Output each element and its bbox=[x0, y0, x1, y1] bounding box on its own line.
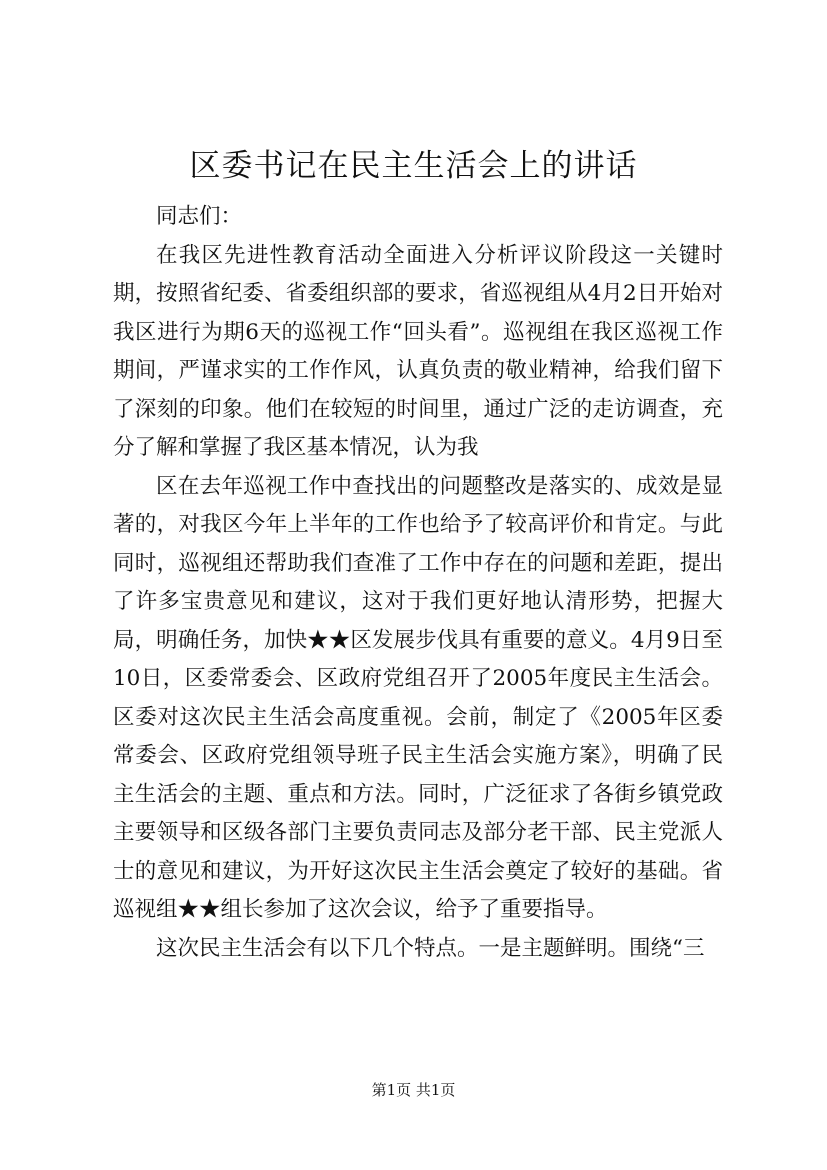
document-body bbox=[113, 198, 723, 968]
salutation: 同志们： bbox=[156, 204, 243, 229]
page-footer: 第1页 共1页 bbox=[371, 1081, 456, 1099]
document-title: 区委书记在民主生活会上的讲话 bbox=[189, 148, 638, 184]
paragraph-2: 区在去年巡视工作中查找出的问题整改是落实的、成效是显著的，对我区今年上半年的工作也给予了较高评价和肯定。与此同时，巡视组还帮助我们查准了工作中存在的问题和差距，提出了许多宝贵意见和建议，这对于我们更好地认清形势，把握大局，明确任务，加快★★区发展步伐具有重要的意义。4月9日至10日，区委常委会、区政府党组召开了2005年度民主生活会。区委对这次民主生活会高度重视。会前，制定了《2005年区委常委会、区政府党组领导班子民主生活会实施方案》，明确了民主生活会的主题、重点和方法。同时，广泛征求了各街乡镇党政主要领导和区级各部门主要负责同志及部分老干部、民主党派人士的意见和建议，为开好这次民主生活会奠定了较好的基础。省巡视组★★组长参加了这次会议，给予了重要指导。 bbox=[113, 473, 723, 922]
paragraph-3: 这次民主生活会有以下几个特点。一是主题鲜明。围绕“三 bbox=[156, 935, 705, 961]
paragraph-1: 在我区先进性教育活动全面进入分析评议阶段这一关键时期，按照省纪委、省委组织部的要求，省巡视组从4月2日开始对我区进行为期6天的巡视工作“回头看”。巡视组在我区巡视工作期间，严谨求实的工作作风，认真负责的敬业精神，给我们留下了深刻的印象。他们在较短的时间里，通过广泛的走访调查，充分了解和掌握了我区基本情况，认为我 bbox=[113, 242, 723, 460]
